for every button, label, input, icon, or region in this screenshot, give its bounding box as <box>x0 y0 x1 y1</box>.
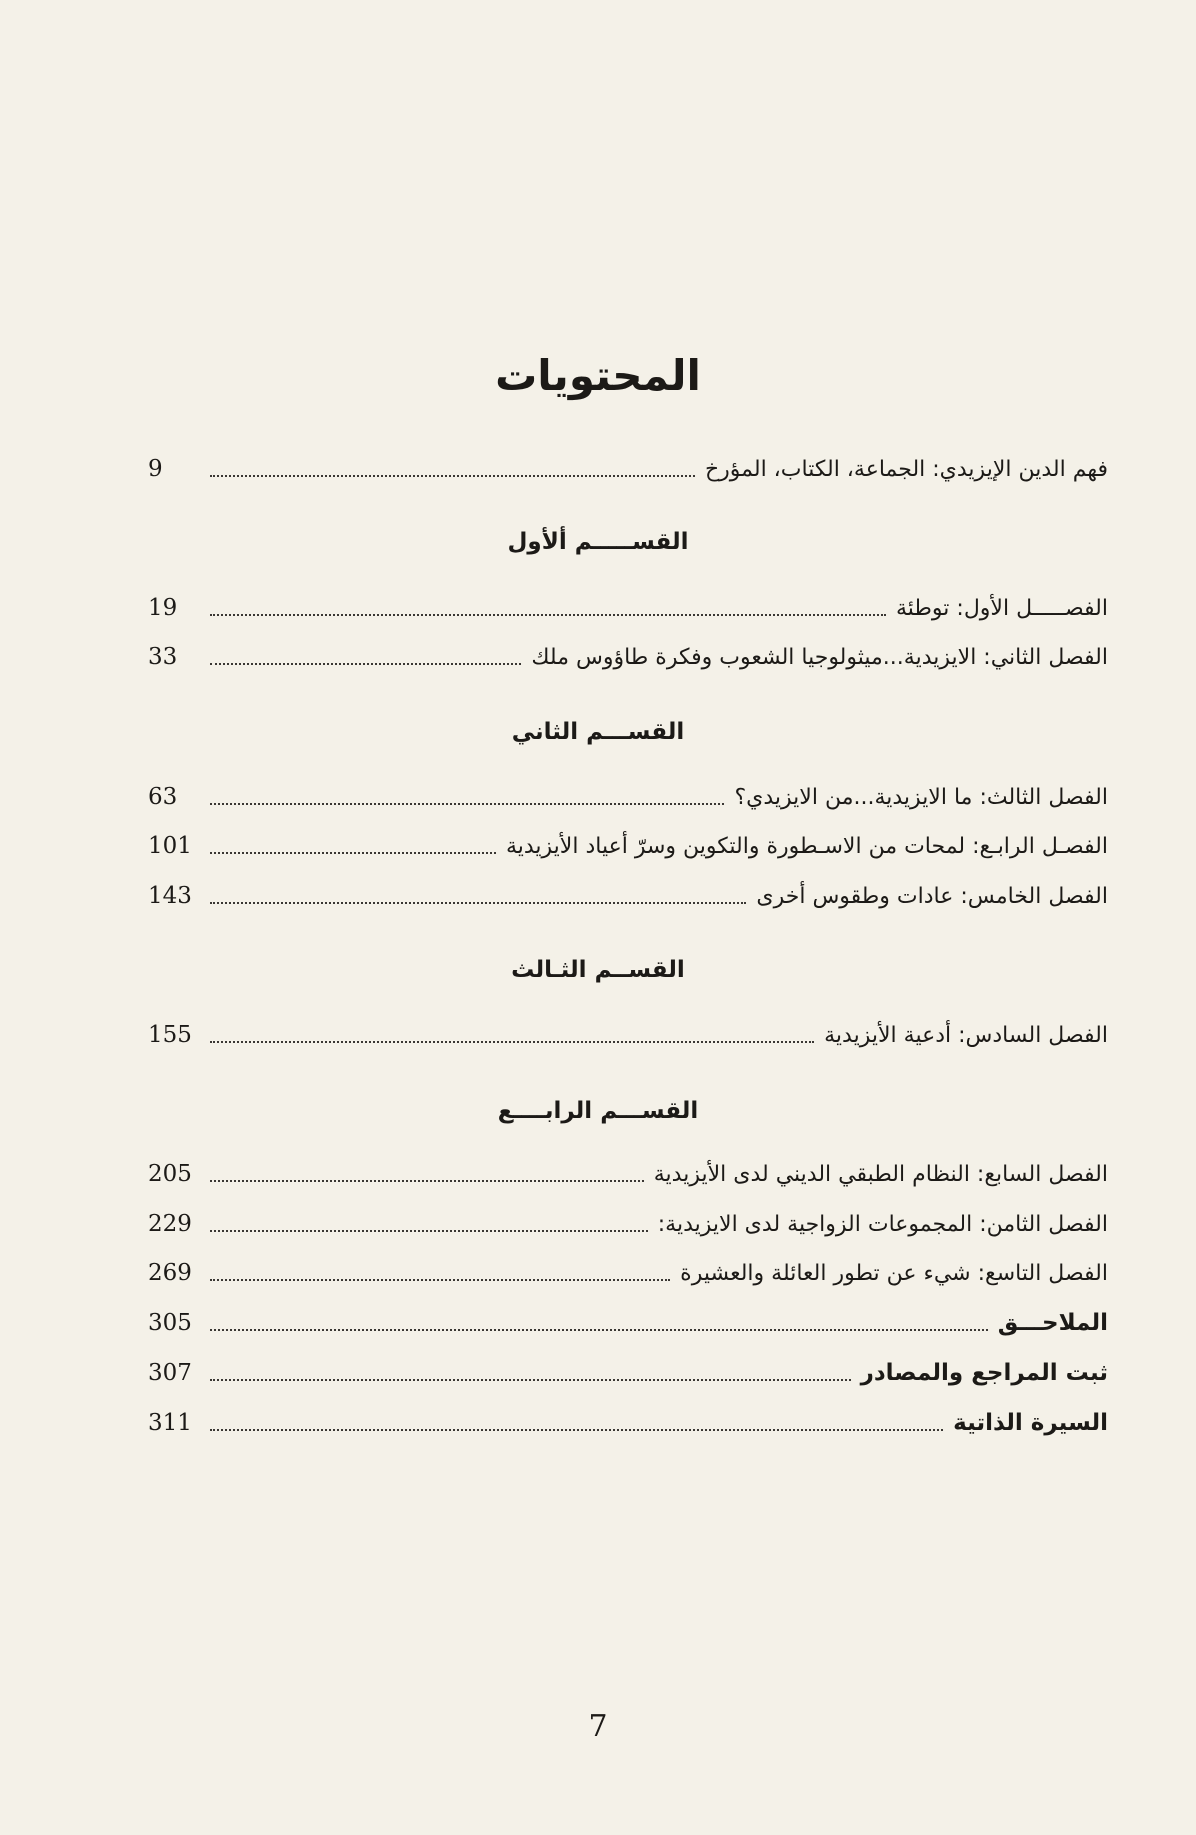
part-heading-2: القســـم الثاني <box>511 719 685 745</box>
toc-leader-dots <box>210 1329 988 1331</box>
toc-entry-chapter-8 <box>148 1204 1108 1244</box>
toc-entry-chapter-6 <box>148 1015 1108 1055</box>
page-title: المحتويات <box>495 351 701 400</box>
toc-entry-appendices <box>148 1303 1108 1343</box>
toc-entry-label: السيرة الذاتية <box>953 1410 1108 1436</box>
page-number: 7 <box>588 1709 608 1744</box>
toc-page-number: 307 <box>148 1360 192 1386</box>
toc-leader-dots <box>210 902 746 904</box>
toc-entry-intro <box>148 449 1108 489</box>
toc-entry-label: الفصل التاسع: شيء عن تطور العائلة والعشيرة <box>680 1260 1108 1286</box>
toc-entry-label: فهم الدين الإيزيدي: الجماعة، الكتاب، المؤرخ <box>704 456 1108 482</box>
toc-entry-label: الفصل الثالث: ما الايزيدية...من الايزيدي؟ <box>734 784 1108 810</box>
toc-entry-chapter-9 <box>148 1253 1108 1293</box>
toc-page-number: 101 <box>148 833 192 859</box>
toc-page-number: 305 <box>148 1310 192 1336</box>
toc-page-number: 33 <box>148 644 178 670</box>
toc-entry-chapter-2 <box>148 637 1108 677</box>
toc-entry-label: الفصل الثامن: المجموعات الزواجية لدى الايزيدية: <box>657 1211 1108 1237</box>
toc-page-number: 9 <box>148 456 163 482</box>
toc-leader-dots <box>210 803 724 805</box>
toc-entry-biography <box>148 1403 1108 1443</box>
toc-entry-label: الفصل السابع: النظام الطبقي الديني لدى الأيزيدية <box>653 1161 1108 1187</box>
toc-leader-dots <box>210 614 886 616</box>
toc-entry-chapter-7 <box>148 1154 1108 1194</box>
toc-page-number: 269 <box>148 1260 192 1286</box>
toc-entry-label: الفصل السادس: أدعية الأيزيدية <box>824 1022 1108 1048</box>
toc-page-number: 229 <box>148 1211 192 1237</box>
toc-entry-label: الملاحـــق <box>997 1310 1108 1336</box>
toc-page-number: 155 <box>148 1022 192 1048</box>
toc-leader-dots <box>210 1230 648 1232</box>
toc-leader-dots <box>210 1279 670 1281</box>
toc-entry-chapter-1 <box>148 588 1108 628</box>
toc-page-number: 205 <box>148 1161 192 1187</box>
toc-entry-bibliography <box>148 1353 1108 1393</box>
toc-leader-dots <box>210 475 695 477</box>
toc-leader-dots <box>210 1041 814 1043</box>
toc-page-number: 63 <box>148 784 178 810</box>
toc-entry-label: ثبت المراجع والمصادر <box>860 1360 1108 1386</box>
toc-leader-dots <box>210 1429 943 1431</box>
toc-page-number: 311 <box>148 1410 192 1436</box>
toc-entry-chapter-3 <box>148 777 1108 817</box>
toc-entry-label: الفصـل الرابـع: لمحات من الاسـطورة والتكوين وسرّ أعياد الأيزيدية <box>505 833 1108 859</box>
toc-entry-label: الفصل الثاني: الايزيدية...ميثولوجيا الشعوب وفكرة طاؤوس ملك <box>531 644 1108 670</box>
toc-entry-label: الفصـــــل الأول: توطئة <box>895 595 1108 621</box>
toc-page-number: 19 <box>148 595 178 621</box>
toc-entry-chapter-5 <box>148 876 1108 916</box>
toc-leader-dots <box>210 1180 644 1182</box>
part-heading-1: القســـــم ألأول <box>507 529 689 555</box>
toc-entry-chapter-4 <box>148 826 1108 866</box>
toc-leader-dots <box>210 663 521 665</box>
toc-leader-dots <box>210 852 496 854</box>
part-heading-4: القســـم الرابــــع <box>497 1098 699 1124</box>
toc-page-number: 143 <box>148 883 192 909</box>
toc-entry-label: الفصل الخامس: عادات وطقوس أخرى <box>756 883 1108 909</box>
part-heading-3: القســم الثـالث <box>511 957 685 983</box>
toc-leader-dots <box>210 1379 851 1381</box>
